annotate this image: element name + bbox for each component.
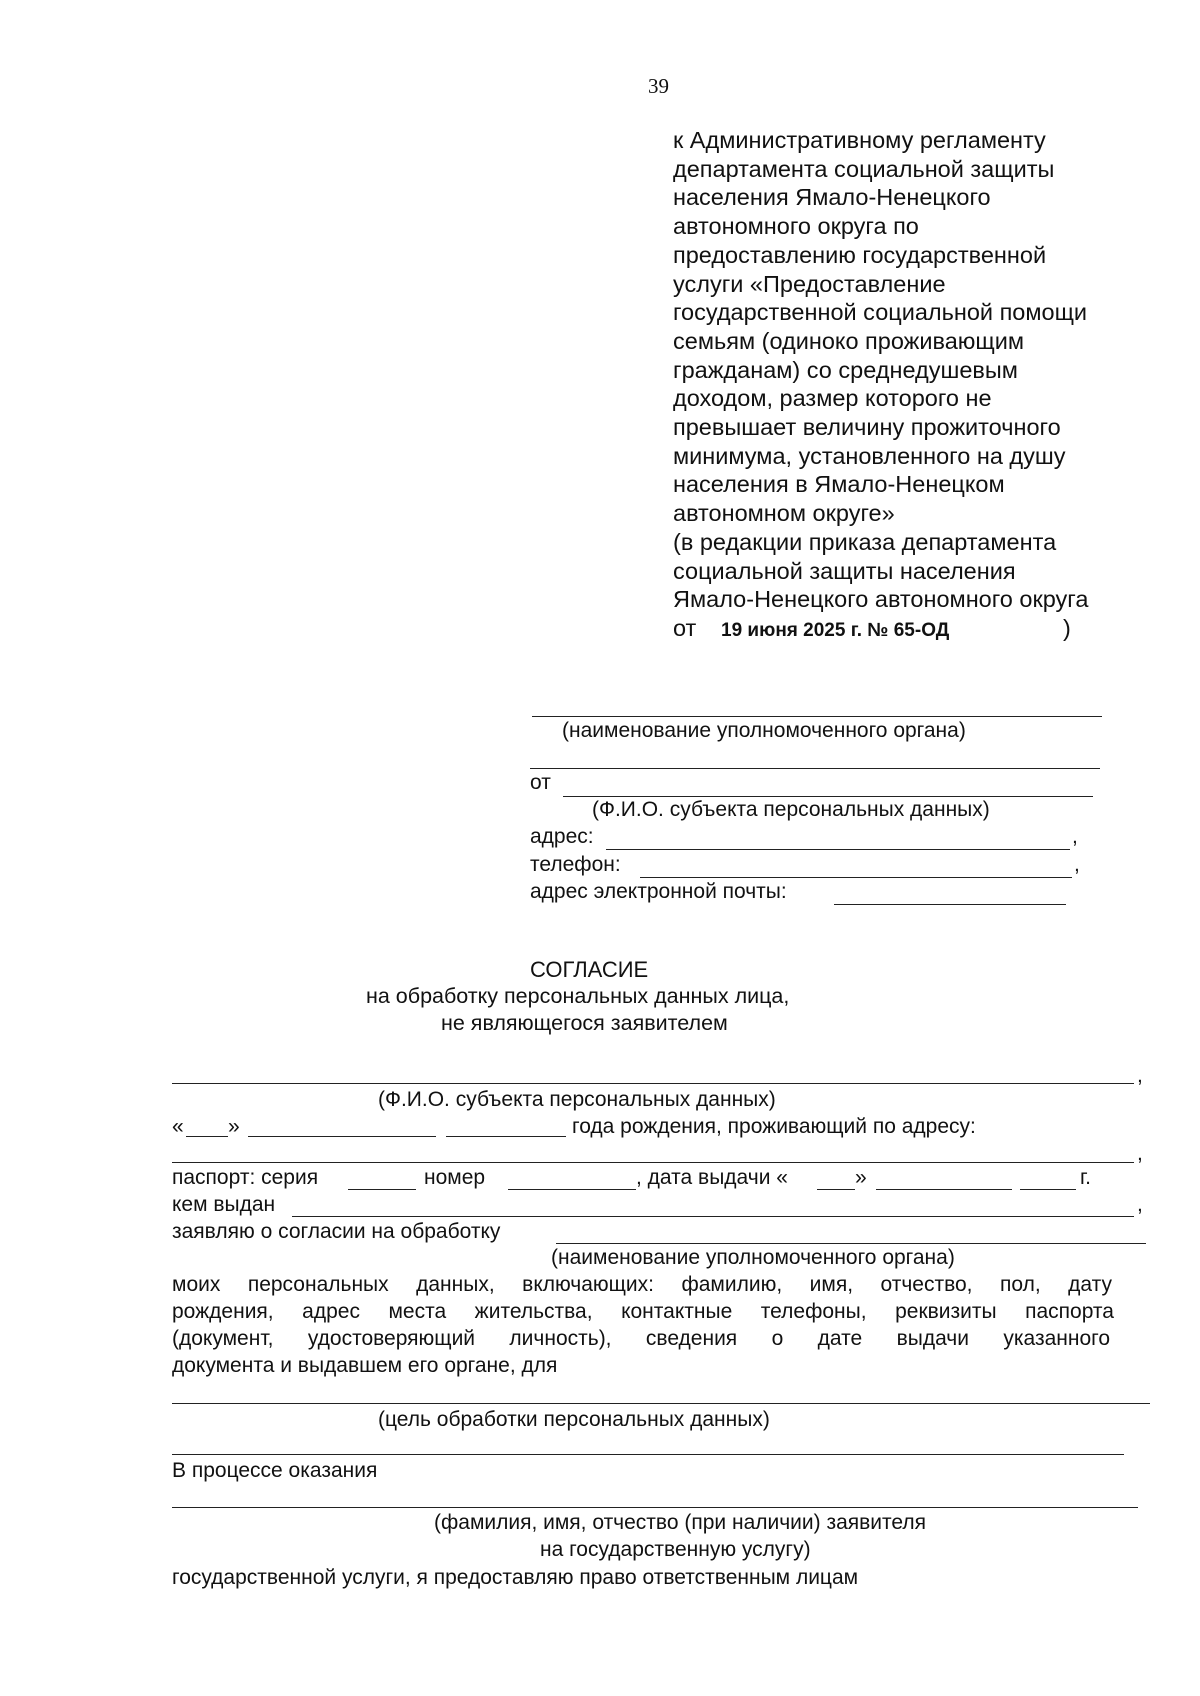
issue-date-label: , дата выдачи « xyxy=(636,1166,788,1189)
issue-year-line[interactable] xyxy=(1020,1189,1076,1190)
email-label: адрес электронной почты: xyxy=(530,880,787,903)
passport-series-label: паспорт: серия xyxy=(172,1166,319,1189)
consent-subtitle-1: на обработку персональных данных лица, xyxy=(366,984,790,1008)
purpose-line-2[interactable] xyxy=(172,1454,1124,1455)
appendix-line: населения Ямало-Ненецкого xyxy=(673,184,991,211)
applicant-caption-1: (фамилия, имя, отчество (при наличии) заявителя xyxy=(434,1511,927,1534)
appendix-line: семьям (одиноко проживающим xyxy=(673,327,1025,354)
passport-number-line[interactable] xyxy=(508,1189,636,1190)
applicant-line[interactable] xyxy=(172,1507,1138,1508)
birth-day-line[interactable] xyxy=(186,1136,228,1137)
consent-text: заявляю о согласии на обработку xyxy=(172,1220,501,1243)
comma: , xyxy=(1137,1193,1143,1216)
authority-caption: (наименование уполномоченного органа) xyxy=(562,719,966,742)
email-line[interactable] xyxy=(834,904,1066,905)
address-body-line[interactable] xyxy=(172,1162,1134,1163)
appendix-line: минимума, установленного на душу xyxy=(673,442,1066,469)
appendix-line: доходом, размер которого не xyxy=(673,385,992,412)
paragraph-line: моих персональных данных, включающих: фамилию, имя, отчество, пол, дату xyxy=(172,1273,1112,1296)
appendix-line: государственной социальной помощи xyxy=(673,299,1088,326)
process-text: В процессе оказания xyxy=(172,1459,378,1482)
passport-series-line[interactable] xyxy=(348,1189,416,1190)
order-date-line xyxy=(673,614,1088,643)
quote-open: « xyxy=(172,1115,184,1138)
comma: , xyxy=(1137,1142,1143,1165)
issue-month-line[interactable] xyxy=(876,1189,1012,1190)
appendix-line: к Административному регламенту xyxy=(673,127,1046,153)
comma: , xyxy=(1137,1064,1143,1087)
authority-line xyxy=(532,716,1102,717)
appendix-line: населения в Ямало-Ненецком xyxy=(673,471,1005,498)
paragraph-line: рождения, адрес места жительства, контактные телефоны, реквизиты паспорта xyxy=(172,1300,1114,1323)
appendix-line: автономного округа по xyxy=(673,213,919,240)
comma: , xyxy=(1072,825,1078,848)
appendix-line: автономном округе» xyxy=(673,500,895,527)
consent-authority-line[interactable] xyxy=(556,1243,1146,1244)
appendix-line: департамента социальной защиты xyxy=(673,155,1055,182)
page-number: 39 xyxy=(648,74,669,98)
birth-text: года рождения, проживающий по адресу: xyxy=(572,1115,976,1138)
address-label: адрес: xyxy=(530,825,594,848)
appendix-line: гражданам) со среднедушевым xyxy=(673,356,1018,383)
birth-month-line[interactable] xyxy=(248,1136,436,1137)
from-label: от xyxy=(530,771,551,794)
consent-heading: СОГЛАСИЕ xyxy=(530,957,649,982)
passport-number-label: номер xyxy=(424,1166,486,1189)
appendix-line: (в редакции приказа департамента xyxy=(673,528,1057,555)
appendix-line: социальной защиты населения xyxy=(673,557,1016,584)
purpose-caption: (цель обработки персональных данных) xyxy=(378,1408,770,1431)
paragraph-last-line: документа и выдавшем его органе, для xyxy=(172,1354,558,1377)
purpose-line[interactable] xyxy=(172,1403,1150,1404)
quote-close: » xyxy=(228,1115,240,1138)
appendix-line: Ямало-Ненецкого автономного округа xyxy=(673,586,1089,613)
appendix-line: услуги «Предоставление xyxy=(673,270,946,297)
appendix-block xyxy=(673,126,1088,643)
issued-by-label: кем выдан xyxy=(172,1193,276,1216)
close-paren: ) xyxy=(1063,614,1071,641)
issued-by-line[interactable] xyxy=(292,1216,1134,1217)
paragraph-line: (документ, удостоверяющий личность), сведения о дате выдачи указанного xyxy=(172,1327,1110,1350)
authority-line-2 xyxy=(530,768,1100,769)
issue-day-line[interactable] xyxy=(817,1189,855,1190)
consent-subtitle-2: не являющегося заявителем xyxy=(441,1011,728,1035)
year-suffix: г. xyxy=(1080,1166,1091,1189)
comma: , xyxy=(1074,853,1080,876)
phone-line[interactable] xyxy=(640,877,1072,878)
birth-year-line[interactable] xyxy=(446,1136,566,1137)
applicant-caption-2: на государственную услугу) xyxy=(540,1538,811,1561)
appendix-line: превышает величину прожиточного xyxy=(673,414,1061,441)
fio-line[interactable] xyxy=(172,1083,1134,1084)
final-line: государственной услуги, я предоставляю право ответственным лицам xyxy=(172,1566,859,1589)
ot-label: от xyxy=(673,614,697,641)
fio-caption-body: (Ф.И.О. субъекта персональных данных) xyxy=(378,1088,776,1111)
issue-quote-close: » xyxy=(855,1166,867,1189)
authority-caption-body: (наименование уполномоченного органа) xyxy=(551,1246,955,1269)
phone-label: телефон: xyxy=(530,853,621,876)
order-date: 19 июня 2025 г. № 65-ОД xyxy=(721,619,950,641)
fio-caption: (Ф.И.О. субъекта персональных данных) xyxy=(592,798,990,821)
from-line[interactable] xyxy=(563,796,1093,797)
appendix-line: предоставлению государственной xyxy=(673,241,1047,268)
address-line[interactable] xyxy=(606,849,1070,850)
